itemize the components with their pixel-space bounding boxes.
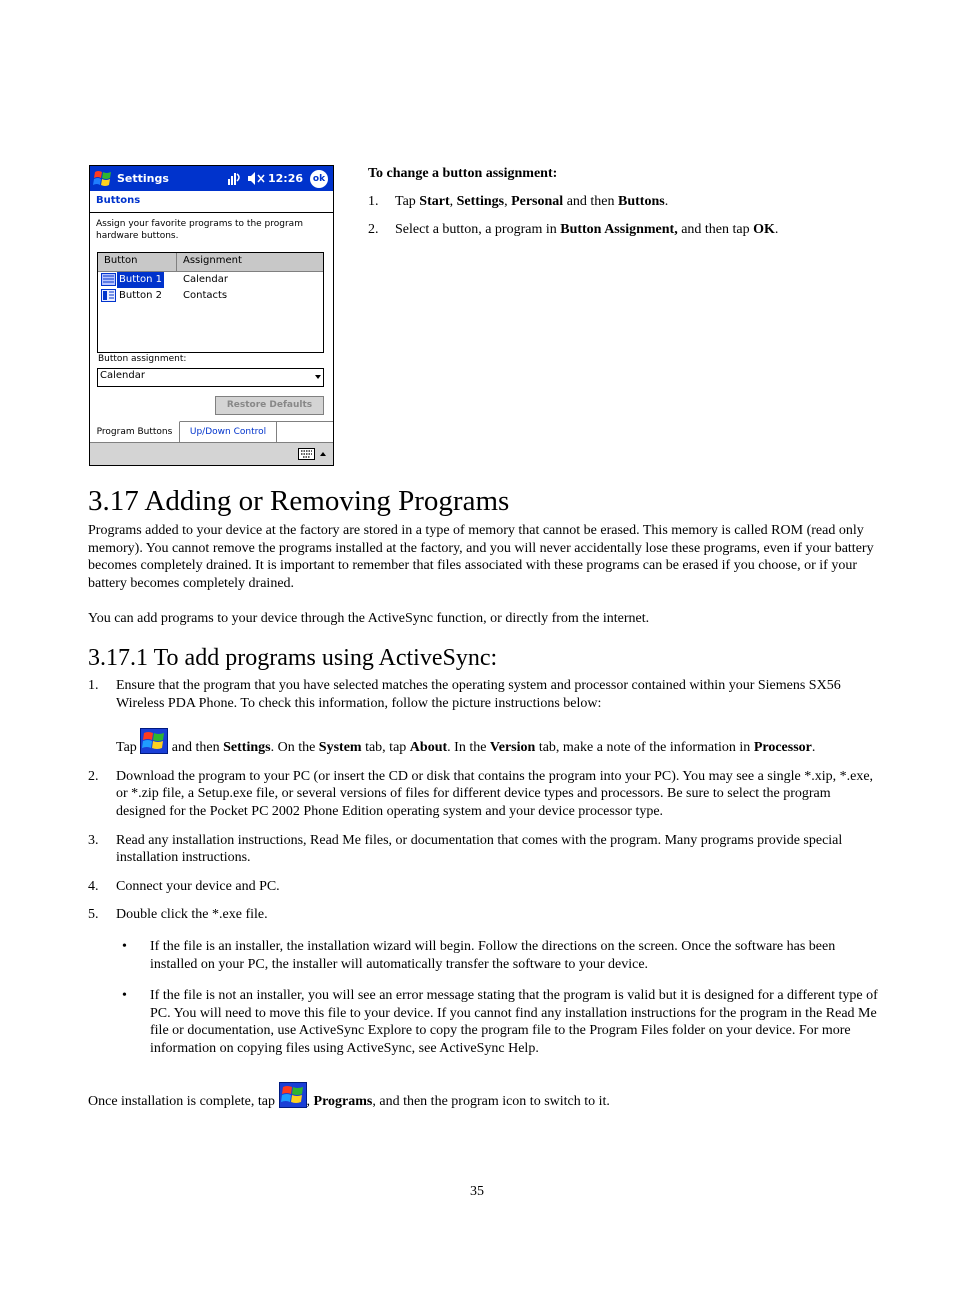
pda-command-bar [90,442,333,466]
step-number: 1. [368,194,379,209]
button-assignment-dropdown[interactable] [97,368,324,387]
step-number: 3. [88,832,99,848]
paragraph: You can add programs to your device through the ActiveSync function, or directly from the internet. [88,611,650,626]
text: Ensure that the program that you have selected matches the operating system and processor contained within your Siemens SX56 Wireless PDA Phone. To check this information, follow the picture instructions below: [116,678,841,711]
text: Connect your device and PC. [116,878,280,894]
column-header-button[interactable]: Button [104,255,138,266]
bold-text: About [409,740,448,756]
hardware-button-icon [101,273,116,286]
chevron-down-icon[interactable] [315,375,321,379]
column-header-assignment[interactable]: Assignment [183,255,242,266]
column-divider[interactable] [176,253,177,271]
list-item [88,768,878,821]
list-item [368,222,888,238]
button-assignment-list[interactable] [97,252,324,353]
bullet-item [116,987,878,1057]
step-number: 5. [88,907,99,923]
instructions-heading: To change a button assignment: [368,166,558,181]
paragraph: Programs added to your device at the factory are stored in a type of memory that cannot be erased. This memory is called ROM (read only memory). You cannot remove the programs installed at the factory, and you will never accidentally lose these programs, even if your battery becomes completely drained. It is important to remember that files associated with these programs can be erased if you choose, or if your battery becomes completely drained. [88,523,874,591]
list-item-button: Button 1 [117,272,164,288]
step-number: 1. [88,678,99,693]
button-assignment-label: Button assignment: [98,354,187,364]
list-item [88,677,878,757]
list-item [88,832,878,867]
bullet: • [122,988,127,1004]
text: . In the [447,740,490,756]
list-item[interactable] [98,288,323,304]
bold-text: Version [489,740,536,756]
text: Tap [116,740,141,756]
windows-start-icon[interactable] [92,168,114,189]
button-assignment-instructions [368,166,888,250]
list-item [88,906,878,1057]
tab-program-buttons[interactable]: Program Buttons [90,421,180,443]
hardware-button-icon [101,289,116,302]
text: and then [168,740,224,756]
text: . On the [270,740,319,756]
windows-start-icon [279,1082,307,1108]
list-item[interactable] [98,272,323,288]
text: . [811,740,816,756]
bold-text: Buttons [618,194,665,209]
list-item-program: Contacts [183,290,228,301]
list-item [88,878,878,896]
text: , [504,194,512,209]
text: , and then the program icon to switch to it. [372,1094,610,1109]
bold-text: Settings [456,194,505,209]
pda-screenshot [89,165,334,466]
tap-instruction [116,728,878,757]
restore-defaults-button[interactable]: Restore Defaults [215,396,324,415]
step-number: 2. [368,222,379,237]
text: . [774,222,779,237]
pda-title: Settings [117,172,169,185]
text: Once installation is complete, tap [88,1094,279,1109]
text: tab, tap [361,740,410,756]
text: If the file is an installer, the installation wizard will begin. Follow the directions on the screen. Once the software has been installed on your PC, the installer will automatically transfer the software to your device. [150,938,836,972]
list-header [98,253,323,272]
ok-button[interactable]: ok [310,170,328,188]
dropdown-value: Calendar [100,370,145,381]
list-item-program: Calendar [183,274,228,285]
divider [90,212,333,213]
text: If the file is not an installer, you will see an error message stating that the program is valid but it is designed for a different type of PC. You will need to move this file to your device. If you cannot find any installation instructions for the program in the Read Me file or documentation, use ActiveSync Explore to copy the program file to the Program Files folder on your device. For more information on copying files using ActiveSync, see ActiveSync Help. [150,988,878,1056]
text: , [449,194,457,209]
input-menu-arrow-icon[interactable] [320,452,326,456]
text: Download the program to your PC (or insert the CD or disk that contains the program into your PC). You may see a single *.xip, *.exe, or *.zip file, a Setup.exe file, or several versions of files for different device types and processors. Be sure to select the program designed for the Pocket PC 2002 Phone Edition operating system and your device processor type. [116,768,874,819]
pda-titlebar [90,166,333,191]
text: Double click the *.exe file. [116,907,268,923]
step-number: 4. [88,878,99,894]
bold-text: Start [419,194,450,209]
text: Select a button, a program in [395,222,561,237]
bold-text: System [318,740,362,756]
subsection-title: 3.17.1 To add programs using ActiveSync: [88,645,498,671]
bullet-list [116,938,878,1058]
tab-up-down-control[interactable]: Up/Down Control [180,421,277,443]
numbered-list [88,677,878,1072]
keyboard-icon[interactable] [298,448,315,460]
text: tab, make a note of the information in [535,740,754,756]
list-item-button: Button 2 [119,290,163,301]
bold-text: Settings [223,740,271,756]
final-instruction [88,1082,878,1115]
bullet-item [116,938,878,973]
text: Tap [395,194,420,209]
windows-start-icon [140,728,168,754]
text: . [664,194,669,209]
text: , [306,1094,314,1109]
pda-page-heading: Buttons [96,195,141,206]
step-number: 2. [88,768,99,784]
bold-text: Personal [511,194,564,209]
signal-icon[interactable] [227,171,243,186]
text: and then tap [677,222,754,237]
pda-instruction: Assign your favorite programs to the program hardware buttons. [96,219,303,241]
page-number: 35 [470,1184,484,1199]
bold-text: Button Assignment, [560,222,678,237]
section-title: 3.17 Adding or Removing Programs [88,485,510,517]
text: Read any installation instructions, Read Me files, or documentation that comes with the program. Many programs provide special installation instructions. [116,832,843,866]
bold-text: OK [753,222,775,237]
pda-clock[interactable]: 12:26 [268,172,304,185]
bullet: • [122,938,127,954]
bold-text: Processor [753,740,812,756]
speaker-muted-icon[interactable] [247,171,265,186]
text: and then [563,194,619,209]
list-item [368,194,888,210]
bold-text: Programs [313,1094,373,1109]
